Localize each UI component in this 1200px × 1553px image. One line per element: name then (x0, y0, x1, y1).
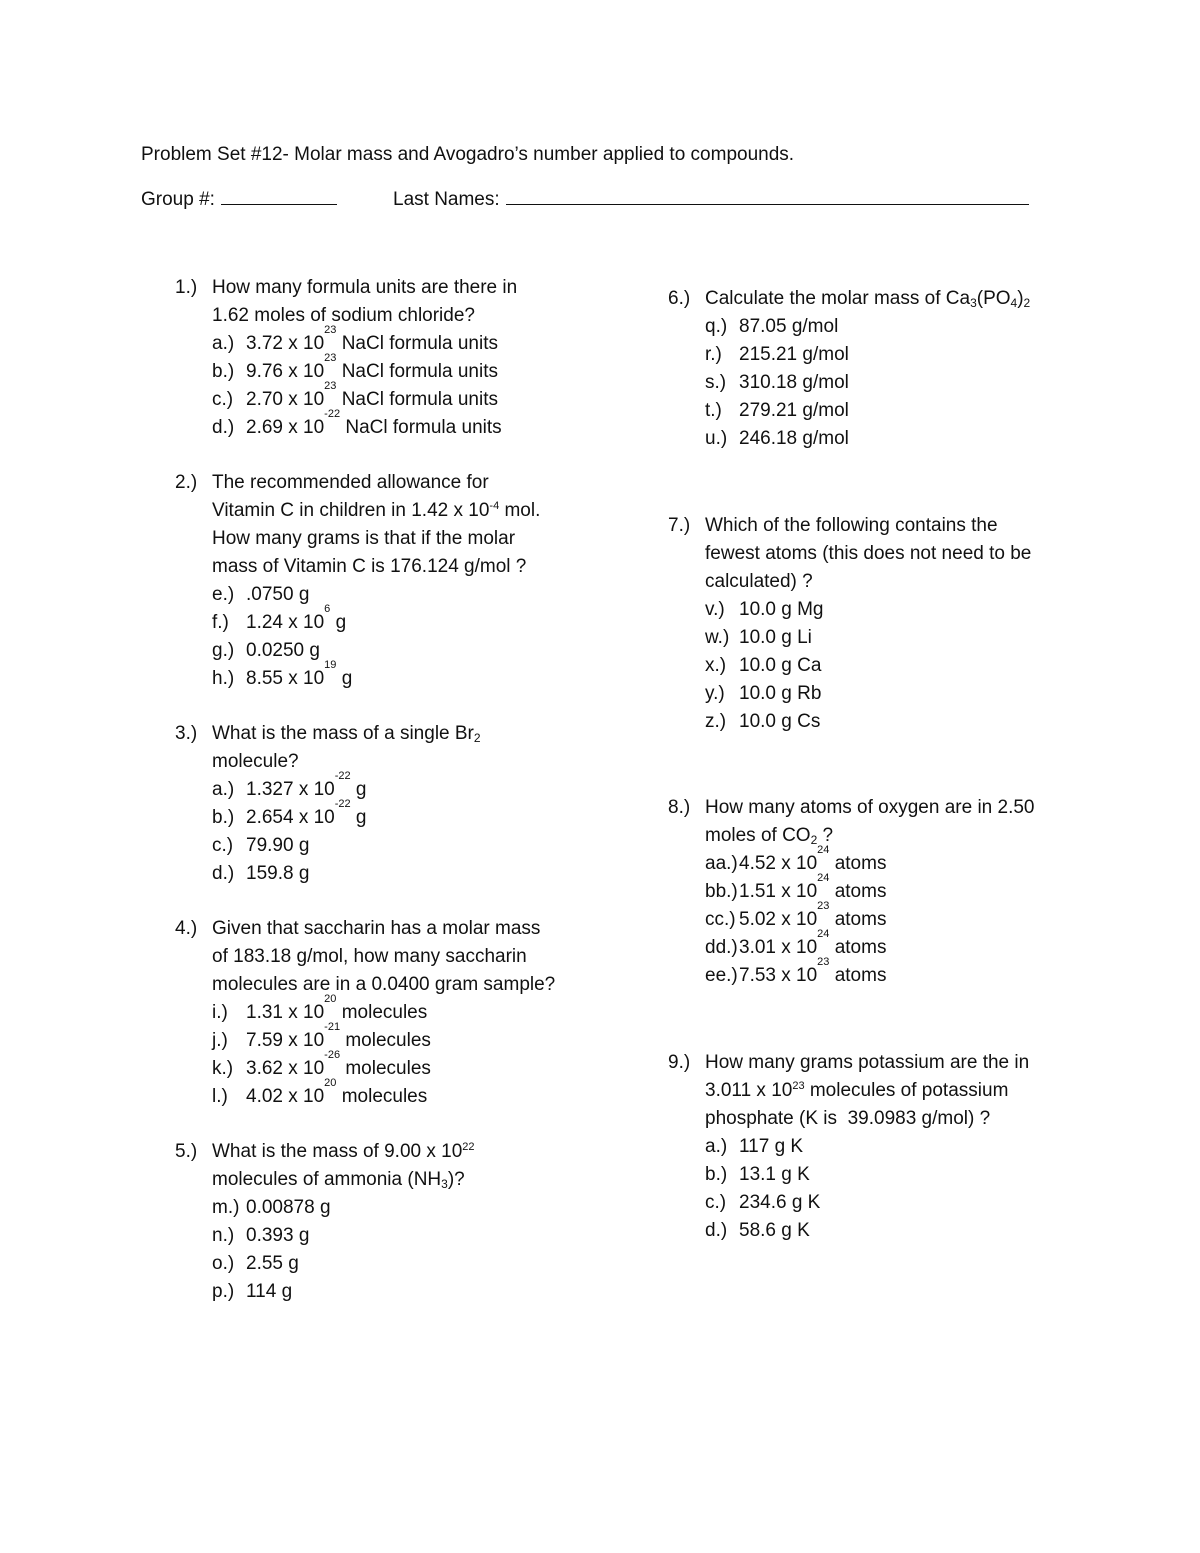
exponent: 23 (324, 380, 337, 392)
text-fragment: mol. (499, 500, 541, 521)
answer-option[interactable] (175, 798, 595, 832)
question-7 (668, 512, 1088, 736)
answer-option[interactable] (175, 1021, 595, 1055)
question-number: 3.) (175, 723, 198, 744)
subscript: 3 (970, 296, 977, 310)
option-label: bb.) (705, 881, 738, 902)
subscript: 2 (473, 731, 481, 745)
answer-option[interactable] (668, 624, 1088, 652)
option-label: t.) (705, 400, 722, 421)
question-text: How many formula units are there in (212, 277, 518, 298)
option-label: f.) (212, 612, 229, 633)
text-fragment: (PO (976, 288, 1011, 309)
option-text: 2.69 x 10 (246, 417, 325, 438)
question-text: Given that saccharin has a molar mass (212, 918, 541, 939)
option-label: p.) (212, 1281, 235, 1302)
exponent: 6 (324, 603, 331, 615)
answer-option[interactable] (668, 313, 1088, 341)
option-text: 2.55 g (246, 1253, 299, 1274)
option-text: 7.59 x 10 (246, 1030, 325, 1051)
question-8 (668, 794, 1088, 990)
option-label: n.) (212, 1225, 235, 1246)
exponent: 24 (817, 844, 830, 856)
subscript: 4 (1010, 296, 1018, 310)
option-unit: NaCl formula units (340, 417, 502, 438)
option-text: 10.0 g Mg (739, 599, 824, 620)
exponent: 23 (817, 900, 830, 912)
question-1 (175, 274, 595, 442)
question-number: 1.) (175, 277, 198, 298)
group-blank[interactable] (221, 188, 337, 205)
question-text (175, 497, 595, 525)
question-5 (175, 1138, 595, 1306)
text-fragment: moles of CO (705, 825, 811, 846)
option-label: c.) (212, 835, 234, 856)
option-text: 79.90 g (246, 835, 310, 856)
option-label: z.) (705, 711, 727, 732)
option-label: b.) (705, 1164, 728, 1185)
answer-option[interactable] (668, 369, 1088, 397)
text-fragment: Calculate the molar mass of Ca (705, 288, 971, 309)
question-6 (668, 285, 1088, 453)
option-text: 0.393 g (246, 1225, 310, 1246)
names-blank[interactable] (506, 188, 1029, 205)
option-label: c.) (705, 1192, 727, 1213)
answer-option[interactable] (668, 1189, 1088, 1217)
answer-option[interactable] (175, 860, 595, 888)
option-unit: g (350, 807, 367, 828)
answer-option[interactable] (668, 652, 1088, 680)
answer-option[interactable] (668, 900, 1088, 934)
answer-option[interactable] (175, 637, 595, 665)
question-text: phosphate (K is 39.0983 g/mol) ? (705, 1108, 991, 1129)
option-text: 7.53 x 10 (739, 965, 818, 986)
option-label: o.) (212, 1253, 235, 1274)
answer-option[interactable] (175, 1194, 595, 1222)
text-fragment: Vitamin C in children in 1.42 x 10 (212, 500, 490, 521)
answer-option[interactable] (668, 844, 1088, 878)
option-text: 159.8 g (246, 863, 310, 884)
text-fragment: )? (447, 1169, 465, 1190)
option-text: 87.05 g/mol (739, 316, 839, 337)
text-fragment: 3.011 x 10 (705, 1080, 793, 1101)
question-text: The recommended allowance for (212, 472, 489, 493)
option-text: 2.654 x 10 (246, 807, 335, 828)
option-unit: molecules (336, 1086, 428, 1107)
right-column (668, 285, 1088, 1245)
page-title: Problem Set #12- Molar mass and Avogadro’s number applied to compounds. (141, 144, 795, 165)
option-unit: atoms (829, 853, 887, 874)
option-unit: NaCl formula units (336, 333, 498, 354)
answer-option[interactable] (668, 341, 1088, 369)
option-label: a.) (705, 1136, 728, 1157)
answer-option[interactable] (175, 1278, 595, 1306)
exponent: 23 (817, 956, 830, 968)
option-label: cc.) (705, 909, 736, 930)
question-text (668, 1077, 1088, 1105)
answer-option[interactable] (668, 425, 1088, 453)
option-text: 4.02 x 10 (246, 1086, 325, 1107)
option-text: 3.62 x 10 (246, 1058, 325, 1079)
option-text: 3.72 x 10 (246, 333, 325, 354)
answer-option[interactable] (175, 603, 595, 637)
subscript: 3 (441, 1177, 448, 1191)
option-unit: g (330, 612, 347, 633)
exponent: 19 (324, 659, 337, 671)
answer-option[interactable] (668, 1133, 1088, 1161)
option-label: a.) (212, 779, 235, 800)
group-number-field[interactable] (141, 188, 337, 211)
option-unit: NaCl formula units (336, 361, 498, 382)
question-text: How many grams is that if the molar (212, 528, 516, 549)
exponent: 20 (324, 993, 337, 1005)
exponent: 20 (324, 1077, 337, 1089)
option-text: 10.0 g Rb (739, 683, 822, 704)
option-text: 9.76 x 10 (246, 361, 325, 382)
option-text: .0750 g (246, 584, 310, 605)
question-4 (175, 915, 595, 1111)
option-label: s.) (705, 372, 727, 393)
left-column (175, 274, 595, 1306)
question-text: Which of the following contains the (705, 515, 998, 536)
option-label: b.) (212, 361, 235, 382)
option-text: 5.02 x 10 (739, 909, 818, 930)
option-text: 1.24 x 10 (246, 612, 325, 633)
answer-option[interactable] (175, 352, 595, 386)
option-label: u.) (705, 428, 728, 449)
question-2 (175, 469, 595, 693)
answer-option[interactable] (175, 1250, 595, 1278)
question-text: molecule? (212, 751, 299, 772)
exponent: 22 (462, 1141, 475, 1153)
option-text: 279.21 g/mol (739, 400, 849, 421)
option-unit: atoms (829, 909, 887, 930)
option-label: i.) (212, 1002, 228, 1023)
option-label: w.) (705, 627, 730, 648)
text-fragment: ? (817, 825, 834, 846)
exponent: 23 (324, 324, 337, 336)
question-text: How many grams potassium are the in (705, 1052, 1030, 1073)
option-text: 2.70 x 10 (246, 389, 325, 410)
question-3 (175, 720, 595, 888)
answer-option[interactable] (175, 324, 595, 358)
question-number: 6.) (668, 288, 691, 309)
option-text: 8.55 x 10 (246, 668, 325, 689)
option-label: y.) (705, 683, 725, 704)
answer-option[interactable] (175, 832, 595, 860)
question-9 (668, 1049, 1088, 1245)
exponent: -22 (334, 770, 351, 782)
option-label: a.) (212, 333, 235, 354)
option-label: v.) (705, 599, 725, 620)
answer-option[interactable] (668, 1217, 1088, 1245)
option-unit: atoms (829, 965, 887, 986)
answer-option[interactable] (175, 993, 595, 1027)
question-text (668, 822, 1088, 850)
exponent: -4 (489, 500, 500, 512)
subscript: 2 (1023, 296, 1031, 310)
text-fragment: molecules of ammonia (NH (212, 1169, 442, 1190)
option-label: k.) (212, 1058, 234, 1079)
answer-option[interactable] (175, 380, 595, 414)
option-label: dd.) (705, 937, 738, 958)
answer-option[interactable] (668, 928, 1088, 962)
option-text: 10.0 g Li (739, 627, 812, 648)
option-text: 4.52 x 10 (739, 853, 818, 874)
answer-option[interactable] (668, 956, 1088, 990)
option-text: 1.31 x 10 (246, 1002, 325, 1023)
question-number: 8.) (668, 797, 691, 818)
option-unit: NaCl formula units (336, 389, 498, 410)
names-label: Last Names: (393, 189, 500, 210)
question-text (212, 720, 595, 748)
answer-option[interactable] (668, 1161, 1088, 1189)
exponent: 23 (324, 352, 337, 364)
option-unit: molecules (336, 1002, 428, 1023)
question-number: 9.) (668, 1052, 691, 1073)
option-label: b.) (212, 807, 235, 828)
option-label: e.) (212, 584, 235, 605)
option-label: q.) (705, 316, 728, 337)
option-text: 215.21 g/mol (739, 344, 849, 365)
question-text: fewest atoms (this does not need to be (705, 543, 1032, 564)
option-label: m.) (212, 1197, 240, 1218)
option-text: 0.0250 g (246, 640, 320, 661)
exponent: -21 (324, 1021, 341, 1033)
option-text: 114 g (246, 1281, 293, 1302)
text-fragment: ) (1017, 288, 1024, 309)
answer-option[interactable] (175, 581, 595, 609)
question-text: 1.62 moles of sodium chloride? (212, 305, 475, 326)
text-fragment: molecules of potassium (804, 1080, 1009, 1101)
option-label: h.) (212, 668, 235, 689)
option-label: l.) (212, 1086, 228, 1107)
option-label: aa.) (705, 853, 738, 874)
question-number: 7.) (668, 515, 691, 536)
answer-option[interactable] (175, 408, 595, 442)
answer-option[interactable] (175, 659, 595, 693)
answer-option[interactable] (175, 770, 595, 804)
question-text (212, 1138, 595, 1166)
option-text: 10.0 g Cs (739, 711, 821, 732)
option-text: 1.51 x 10 (739, 881, 818, 902)
option-unit: atoms (829, 881, 887, 902)
option-label: x.) (705, 655, 727, 676)
group-label: Group #: (141, 189, 215, 210)
answer-option[interactable] (668, 397, 1088, 425)
option-text: 1.327 x 10 (246, 779, 335, 800)
answer-option[interactable] (668, 680, 1088, 708)
option-label: ee.) (705, 965, 738, 986)
option-unit: molecules (340, 1030, 431, 1051)
question-text: mass of Vitamin C is 176.124 g/mol ? (212, 556, 527, 577)
answer-option[interactable] (175, 1222, 595, 1250)
question-text: calculated) ? (705, 571, 813, 592)
option-unit: g (336, 668, 353, 689)
option-label: g.) (212, 640, 235, 661)
exponent: -22 (324, 408, 341, 420)
question-number: 2.) (175, 472, 198, 493)
subscript: 2 (810, 833, 818, 847)
question-text (175, 1166, 595, 1194)
last-names-field[interactable] (393, 188, 1029, 211)
question-number: 4.) (175, 918, 198, 939)
answer-option[interactable] (175, 1077, 595, 1111)
exponent: 24 (817, 872, 830, 884)
exponent: 24 (817, 928, 830, 940)
option-label: j.) (212, 1030, 228, 1051)
text-fragment: What is the mass of 9.00 x 10 (212, 1141, 463, 1162)
option-label: d.) (705, 1220, 728, 1241)
option-text: 3.01 x 10 (739, 937, 818, 958)
option-text: 10.0 g Ca (739, 655, 822, 676)
question-number: 5.) (175, 1141, 198, 1162)
option-text: 117 g K (739, 1136, 804, 1157)
question-text (705, 285, 1088, 313)
option-label: r.) (705, 344, 722, 365)
option-text: 310.18 g/mol (739, 372, 849, 393)
option-text: 234.6 g K (739, 1192, 821, 1213)
option-unit: atoms (829, 937, 887, 958)
answer-option[interactable] (668, 872, 1088, 906)
question-text: How many atoms of oxygen are in 2.50 (705, 797, 1035, 818)
exponent: 23 (792, 1080, 805, 1092)
answer-option[interactable] (668, 596, 1088, 624)
exponent: -26 (324, 1049, 341, 1061)
option-text: 246.18 g/mol (739, 428, 849, 449)
exponent: -22 (334, 798, 351, 810)
answer-option[interactable] (175, 1049, 595, 1083)
question-text: of 183.18 g/mol, how many saccharin (212, 946, 527, 967)
option-text: 58.6 g K (739, 1220, 810, 1241)
option-label: d.) (212, 417, 235, 438)
option-label: c.) (212, 389, 234, 410)
option-text: 13.1 g K (739, 1164, 810, 1185)
option-unit: molecules (340, 1058, 431, 1079)
option-unit: g (350, 779, 367, 800)
text-fragment: What is the mass of a single Br (212, 723, 474, 744)
question-text: molecules are in a 0.0400 gram sample? (212, 974, 556, 995)
option-text: 0.00878 g (246, 1197, 331, 1218)
answer-option[interactable] (668, 708, 1088, 736)
option-label: d.) (212, 863, 235, 884)
